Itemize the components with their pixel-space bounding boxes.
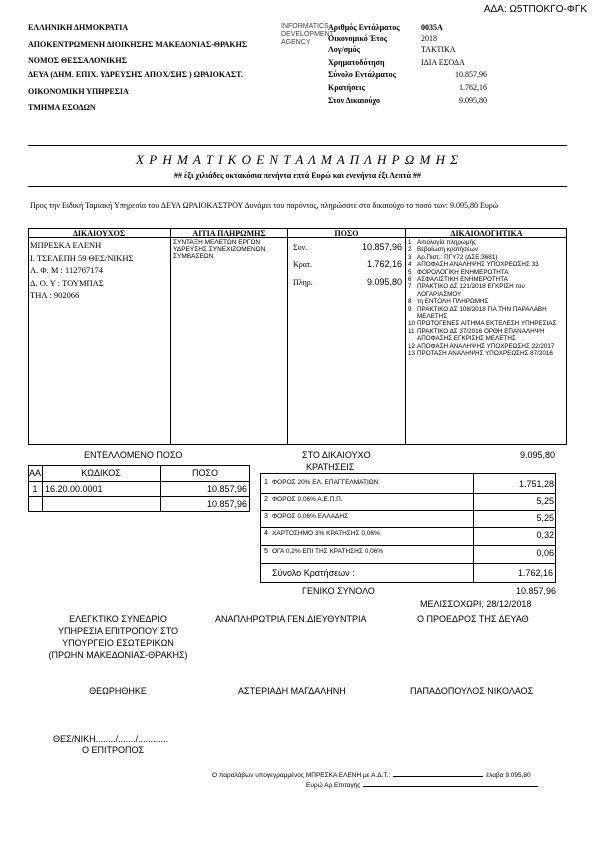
info-value: ΙΔΙΑ ΕΣΟΔΑ bbox=[421, 58, 465, 67]
info-value: ΤΑΚΤΙΚΑ bbox=[421, 45, 456, 54]
president-title: Ο ΠΡΟΕΔΡΟΣ ΤΗΣ ΔΕΥΑΘ bbox=[417, 614, 529, 624]
col-header-cause: ΑΙΤΙΑ ΠΛΗΡΩΜΗΣ bbox=[192, 229, 266, 238]
divider bbox=[287, 228, 288, 445]
amount-label: Πληρ. bbox=[293, 278, 313, 287]
org-line: ΟΙΚΟΝΟΜΙΚΗ ΥΠΗΡΕΣΙΑ bbox=[28, 87, 129, 96]
ordered-amount-label: ΕΝΤΕΛΛΟΜΕΝΟ ΠΟΣΟ bbox=[84, 450, 183, 460]
watermark-line: AGENCY bbox=[281, 39, 311, 46]
watermark-line: DEVELOPMENT bbox=[281, 31, 334, 38]
code-cell: 10.857,96 bbox=[206, 499, 247, 509]
justification-item: 11 ΠΡΑΚΤΙΚΟ ΔΣ 37/2016 ΟΡΘΗ ΕΠΑΝΑΛΗΨΗ ΑΠΟΦΑΣΗΣ ΕΓΚΡΙΣΗΣ ΜΕΛΕΤΗΣ bbox=[408, 327, 545, 343]
deduction-row: 1 ΦΟΡΟΣ 20% ΕΛ. ΕΠΑΓΓΕΛΜΑΤΙΩΝ 1.751,28 bbox=[264, 479, 554, 489]
place-date: ΜΕΛΙΣΣΟΧΩΡΙ, 28/12/2018 bbox=[420, 599, 532, 609]
divider bbox=[28, 481, 250, 482]
payment-instruction: Προς την Ειδική Ταμιακή Υπηρεσία του ΔΕΥΑ ΩΡΑΙΟΚΑΣΤΡΟΥ Δυνάμει του παρόντος, πληρώσατε στο δικαιούχο το ποσό των: 9.095,80 Ευρώ bbox=[30, 201, 499, 210]
deduction-row: 2 ΦΟΡΟΣ 0,06% Α.Ε.Π.Π. 5,25 bbox=[264, 496, 554, 506]
amount-value: 9.095,80 bbox=[366, 277, 402, 287]
receipt-text: Ο παραλάβων υπογεγραμμένος ΜΠΡΕΣΚΑ ΕΛΕΝΗ με Α.Δ.Τ.: bbox=[212, 772, 391, 779]
beneficiary-line: ΜΠΡΕΣΚΑ ΕΛΕΝΗ bbox=[30, 240, 102, 250]
commissioner-title: Ο ΕΠΙΤΡΟΠΟΣ bbox=[82, 745, 145, 755]
page-title: Χ Ρ Η Μ Α Τ Ι Κ Ο Ε Ν Τ Α Λ Μ Α Π Λ Η Ρ Ω Μ Η Σ bbox=[136, 152, 459, 167]
info-value: 2018 bbox=[421, 34, 437, 43]
amount-value: 10.857,96 bbox=[361, 242, 402, 252]
receipt-text: Ευρώ Αρ.Επιταγής bbox=[306, 782, 361, 789]
justification-item: 13 ΠΡΟΤΑΣΗ ΑΝΑΛΗΨΗΣ ΥΠΟΧΡΕΩΣΗΣ 87/2016 bbox=[408, 350, 553, 358]
info-label: Λογ/σμός bbox=[328, 45, 360, 54]
code-cell: 16.20.00.0001 bbox=[45, 484, 103, 494]
deductions-label: ΚΡΑΤΗΣΕΙΣ bbox=[306, 462, 355, 472]
info-label: Αριθμός Εντάλματος bbox=[328, 23, 400, 32]
court-title-line: ΥΠΗΡΕΣΙΑ ΕΠΙΤΡΟΠΟΥ ΣΤΟ bbox=[57, 626, 179, 636]
divider bbox=[170, 228, 171, 445]
justification-item: 5 ΦΟΡΟΛΟΓΙΚΗ ΕΝΗΜΕΡΟΤΗΤΑ bbox=[408, 268, 509, 276]
col-header-justifications: ΔΙΚΑΙΟΛΟΓΗΤΙΚΑ bbox=[450, 229, 523, 238]
amount-label: Κρατ. bbox=[293, 260, 313, 269]
divider bbox=[28, 496, 250, 497]
receipt-amount: έλαβα 9.095,80 bbox=[486, 772, 531, 779]
beneficiary-line: Δ. Ο. Υ : ΤΟΥΜΠΑΣ bbox=[30, 278, 104, 288]
code-cell: 10.857,96 bbox=[206, 484, 247, 494]
court-signature: ΘΕΩΡΗΘΗΚΕ bbox=[89, 686, 147, 696]
info-label: Στον Δικαιούχο bbox=[328, 96, 380, 105]
info-label: Οικονομικό Έτος bbox=[328, 34, 388, 43]
info-value: 1.762,16 bbox=[459, 83, 487, 92]
amount-in-words: ## έξι χιλιάδες οκτακόσια πενήντα επτά Ευρώ και ενενήντα έξι Λεπτά ## bbox=[174, 171, 421, 180]
deduction-row: 5 ΟΓΑ 0,2% ΕΠΙ ΤΗΣ ΚΡΑΤΗΣΗΣ 0,06% 0,06 bbox=[264, 548, 554, 558]
court-title-line: (ΠΡΩΗΝ ΜΑΚΕΔΟΝΙΑΣ-ΘΡΑΚΗΣ) bbox=[48, 650, 188, 660]
divider bbox=[260, 563, 556, 564]
amount-value: 1.762,16 bbox=[366, 259, 402, 269]
director-name: ΑΣΤΕΡΙΑΔΗ ΜΑΓΔΑΛΗΝΗ bbox=[238, 686, 346, 696]
deduction-row: 4 ΧΑΡΤΟΣΗΜΟ 3% ΚΡΑΤΗΣΗΣ 0,06% 0,32 bbox=[264, 530, 554, 540]
org-line: ΔΕΥΑ (ΔΗΜ. ΕΠΙΧ. ΥΔΡΕΥΣΗΣ ΑΠΟΧ/ΣΗΣ ) ΩΡΑΙΟΚΑΣΤ. bbox=[28, 70, 243, 79]
org-line: ΑΠΟΚΕΝΤΡΩΜΕΝΗ ΔΙΟΙΚΗΣΗΣ ΜΑΚΕΔΟΝΙΑΣ-ΘΡΑΚΗΣ bbox=[28, 40, 248, 49]
info-label: Χρηματοδότηση bbox=[328, 58, 385, 67]
col-header-amount: ΠΟΣΟ bbox=[334, 229, 359, 238]
justification-item: 3 Αρ.Πιστ.: ΠΓΥ72 (ΔΣΕ:3681) bbox=[408, 253, 498, 261]
col-header-beneficiary: ΔΙΚΑΙΟΥΧΟΣ bbox=[72, 229, 126, 238]
justification-item: 12 ΑΠΟΦΑΣΗ ΑΝΑΛΗΨΗΣ ΥΠΟΧΡΕΩΣΗΣ 22/2017 bbox=[408, 342, 555, 350]
info-value: 0035Α bbox=[421, 23, 443, 32]
receipt-line bbox=[212, 772, 531, 779]
to-beneficiary-value: 9.095,80 bbox=[520, 450, 556, 460]
watermark-line: INFORMATICS bbox=[281, 23, 329, 30]
info-label: Κρατήσεις bbox=[328, 83, 365, 92]
justification-item: 9 ΠΡΑΚΤΙΚΟ ΔΣ 108/2018 ΓΙΑ ΤΗΝ ΠΑΡΑΛΑΒΗ ΜΕΛΕΤΗΣ bbox=[408, 305, 547, 321]
justification-item: 7 ΠΡΑΚΤΙΚΟ ΔΣ 121/2018 ΕΓΚΡΙΣΗ του ΛΟΓΑΡΙΑΣΜΟΥ bbox=[408, 283, 525, 298]
justification-item: 2 Βεβαίωση κρατήσεων bbox=[408, 246, 478, 254]
justification-item: 6 ΑΣΦΑΛΙΣΤΙΚΗ ΕΝΗΜΕΡΟΤΗΤΑ bbox=[408, 276, 508, 284]
payment-cause: ΣΥΝΤΑΞΗ ΜΕΛΕΤΩΝ ΕΡΓΩΝ ΥΔΡΕΥΣΗΣ ΣΥΝΕΧΙΖΟΜΕΝΩΝ ΣΥΜΒΑΣΕΩΝ bbox=[173, 239, 266, 260]
director-title: ΑΝΑΠΛΗΡΩΤΡΙΑ ΓΕΝ.ΔΙΕΥΘΥΝΤΡΙΑ bbox=[215, 614, 367, 624]
deductions-total-value: 1.762,16 bbox=[517, 568, 553, 578]
deduction-row: 3 ΦΟΡΟΣ 0,06% ΕΛΛΑΔΗΣ 5,25 bbox=[264, 513, 554, 523]
divider bbox=[28, 145, 567, 146]
org-line: ΤΜΗΜΑ ΕΣΟΔΩΝ bbox=[28, 103, 96, 112]
to-beneficiary-label: ΣΤΟ ΔΙΚΑΙΟΥΧΟ bbox=[302, 450, 371, 460]
amount-label: Συν. bbox=[293, 243, 308, 252]
org-line: ΝΟΜΟΣ ΘΕΣΣΑΛΟΝΙΚΗΣ bbox=[28, 56, 127, 65]
president-name: ΠΑΠΑΔΟΠΟΥΛΟΣ ΝΙΚΟΛΑΟΣ bbox=[410, 686, 534, 696]
court-title-line: ΥΠΟΥΡΓΕΙΟ ΕΣΩΤΕΡΙΚΩΝ bbox=[62, 638, 174, 648]
justification-item: 10 ΠΡΩΤΟΓΕΝΕΣ ΑΙΤΗΜΑ ΕΚΤΕΛΕΣΗ ΥΠΗΡΕΣΙΑΣ bbox=[408, 320, 557, 328]
beneficiary-line: Ι. ΤΣΕΛΕΠΗ 59 ΘΕΣ/ΝΙΚΗΣ bbox=[30, 253, 134, 263]
city-date-line: ΘΕΣ/ΝΙΚΗ......../......./............ bbox=[53, 734, 169, 744]
org-line: ΕΛΛΗΝΙΚΗ ΔΗΜΟΚΡΑΤΙΑ bbox=[28, 23, 129, 32]
divider bbox=[28, 186, 567, 187]
ada-number: ΑΔΑ: Ω5ΤΠΟΚΓΟ-ΦΓΚ bbox=[483, 4, 587, 15]
code-cell: 1 bbox=[32, 484, 38, 494]
receipt-line bbox=[306, 782, 538, 789]
code-col-header: ΚΩΔΙΚΟΣ bbox=[81, 468, 121, 478]
info-value: 10.857,96 bbox=[455, 70, 487, 79]
beneficiary-line: Α. Φ. Μ : 112767174 bbox=[30, 265, 103, 275]
justifications-list bbox=[408, 239, 568, 358]
divider bbox=[405, 228, 406, 445]
beneficiary-line: ΤΗΛ : 902066 bbox=[30, 290, 80, 300]
justification-item: 1 Αιτιολογία πληρωμής bbox=[408, 239, 477, 246]
code-col-header: ΑΑ bbox=[28, 468, 41, 478]
deductions-total-label: Σύνολο Κρατήσεων : bbox=[272, 568, 355, 578]
code-col-header: ΠΟΣΟ bbox=[191, 468, 219, 478]
check-blank-line bbox=[363, 786, 538, 787]
info-value: 9.095,80 bbox=[459, 96, 487, 105]
justification-item: 8 τη ΕΝΤΟΛΗ ΠΛΗΡΩΜΗΣ bbox=[408, 298, 489, 306]
info-label: Σύνολο Εντάλματος bbox=[328, 70, 396, 79]
grand-total-label: ΓΕΝΙΚΟ ΣΥΝΟΛΟ bbox=[302, 586, 375, 596]
justification-item: 4 ΑΠΟΦΑΣΗ ΑΝΑΛΗΨΗΣ ΥΠΟΧΡΕΩΣΗΣ 33 bbox=[408, 261, 539, 269]
id-blank-line bbox=[393, 776, 483, 777]
court-title-line: ΕΛΕΓΚΤΙΚΟ ΣΥΝΕΔΡΙΟ bbox=[69, 614, 167, 624]
grand-total-value: 10.857,96 bbox=[515, 586, 556, 596]
